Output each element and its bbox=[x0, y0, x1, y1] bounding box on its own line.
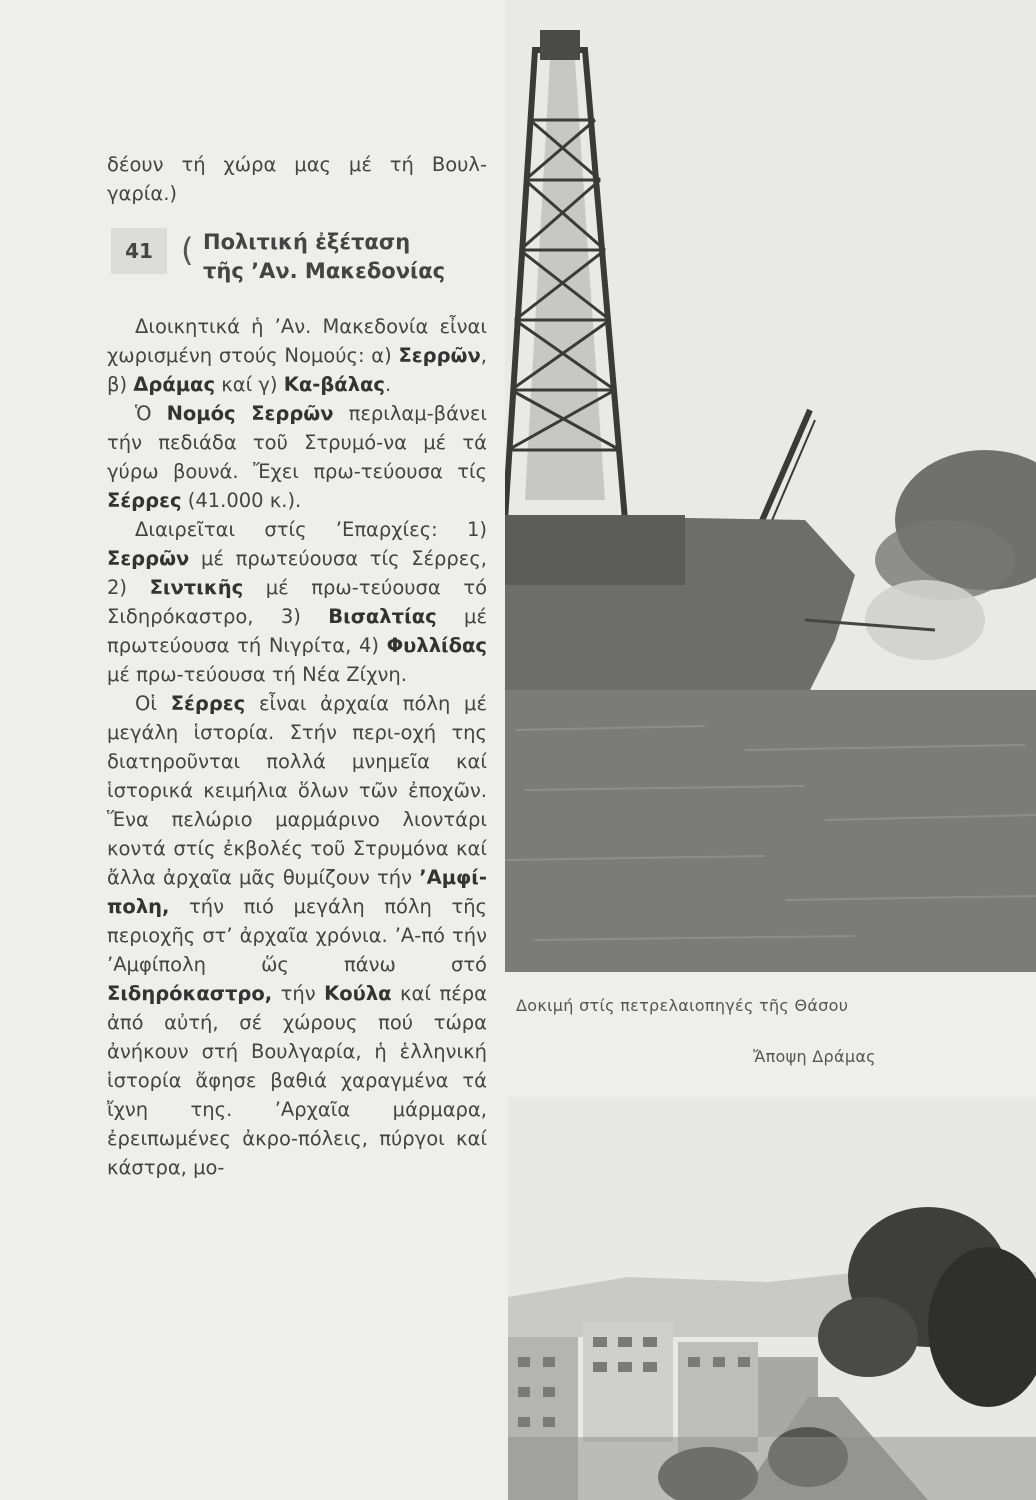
paragraph-serres-history bbox=[107, 689, 487, 1182]
section-title-line-1: Πολιτική ἐξέταση bbox=[203, 230, 411, 254]
bold-term: Σερρῶν bbox=[107, 547, 190, 570]
bold-term: Σερρῶν bbox=[398, 344, 481, 367]
text-run: , β) bbox=[107, 344, 487, 396]
section-title bbox=[203, 228, 445, 286]
text-run: Διοικητικά ἡ ’Αν. Μακεδονία εἶναι χωρισμένη στούς Νομούς: α) bbox=[107, 315, 487, 367]
text-run: μέ πρω-τεύουσα τή Νέα Ζίχνη. bbox=[107, 663, 407, 686]
text-run: (41.000 κ.). bbox=[181, 489, 302, 512]
bold-term: Φυλλίδας bbox=[386, 634, 487, 657]
bold-term: ’Αμφί-πολη, bbox=[107, 866, 487, 918]
bold-term: Βισαλτίας bbox=[328, 605, 437, 628]
bold-term: Σέρρες bbox=[107, 489, 182, 512]
text-run: καί γ) bbox=[215, 373, 284, 396]
bold-term: Σιδηρόκαστρο, bbox=[107, 982, 273, 1005]
text-run: μέ πρωτεύουσα τή Νιγρίτα, 4) bbox=[107, 605, 487, 657]
section-title-line-2: τῆς ’Αν. Μακεδονίας bbox=[203, 259, 446, 283]
text-run: καί πέρα ἀπό αὐτή, σέ χώρους πού τώρα ἀνήκουν στή Βουλγαρία, ἡ ἑλληνική ἱστορία ἄφησε βαθιά χαραγμένα τά ἴχνη της. ’Αρχαῖα μάρμαρα, ἐρειπωμένες ἀκρο-πόλεις, πύργοι καί κάστρα, μο- bbox=[107, 982, 487, 1179]
paragraph-administration bbox=[107, 312, 487, 399]
text-run: περιλαμ-βάνει τήν πεδιάδα τοῦ Στρυμό-να μέ τά γύρω βουνά. Ἔχει πρω-τεύουσα τίς bbox=[107, 402, 487, 483]
paragraph-provinces bbox=[107, 515, 487, 689]
text-run: τήν πιό μεγάλη πόλη τῆς περιοχῆς στ’ ἀρχαῖα χρόνια. ’Α-πό τήν ’Αμφίπολη ὥς πάνω στό bbox=[107, 895, 487, 976]
section-heading bbox=[107, 226, 487, 290]
bold-term: Κούλα bbox=[324, 982, 392, 1005]
text-run: εἶναι ἀρχαία πόλη μέ μεγάλη ἱστορία. Στήν περι-οχή της διατηροῦνται πολλά μνημεῖα καί ἱστορικά κειμήλια ὅλων τῶν ἐποχῶν. Ἕνα πελώριο μαρμάρινο λιοντάρι κοντά στίς ἐκβολές τοῦ Στρυμόνα καί ἄλλα ἀρχαῖα μᾶς θυμίζουν τήν bbox=[107, 692, 487, 889]
paragraph-serres-prefecture bbox=[107, 399, 487, 515]
rig-photo-caption: Δοκιμή στίς πετρελαιοπηγές τῆς Θάσου bbox=[516, 996, 849, 1015]
text-run: Διαιρεῖται στίς ’Επαρχίες: 1) bbox=[135, 518, 487, 541]
bold-term: Κα-βάλας bbox=[283, 373, 385, 396]
text-run: Ὁ bbox=[135, 402, 167, 425]
oil-rig-illustration bbox=[505, 0, 1036, 972]
intro-paragraph bbox=[107, 150, 487, 208]
drama-photo-caption: Ἄποψη Δράμας bbox=[753, 1047, 876, 1066]
intro-line-1: δέουν τή χώρα μας μέ τή Βουλ- bbox=[107, 153, 487, 176]
text-run: . bbox=[385, 373, 392, 396]
bold-term: Νομός Σερρῶν bbox=[166, 402, 334, 425]
drama-city-photo bbox=[508, 1097, 1036, 1500]
section-number: 41 bbox=[111, 228, 167, 274]
bold-term: Σέρρες bbox=[170, 692, 246, 715]
text-run: μέ πρω-τεύουσα τό Σιδηρόκαστρο, 3) bbox=[107, 576, 488, 628]
text-run: Οἱ bbox=[135, 692, 171, 715]
city-illustration bbox=[508, 1097, 1036, 1500]
intro-line-2: γαρία.) bbox=[107, 182, 178, 205]
bold-term: Δράμας bbox=[133, 373, 216, 396]
oil-rig-photo bbox=[505, 0, 1036, 972]
text-run: μέ πρωτεύουσα τίς Σέρρες, 2) bbox=[107, 547, 487, 599]
text-column bbox=[107, 150, 487, 1182]
section-bracket: ( bbox=[181, 231, 194, 269]
text-run: τήν bbox=[272, 982, 325, 1005]
bold-term: Σιντικῆς bbox=[149, 576, 244, 599]
